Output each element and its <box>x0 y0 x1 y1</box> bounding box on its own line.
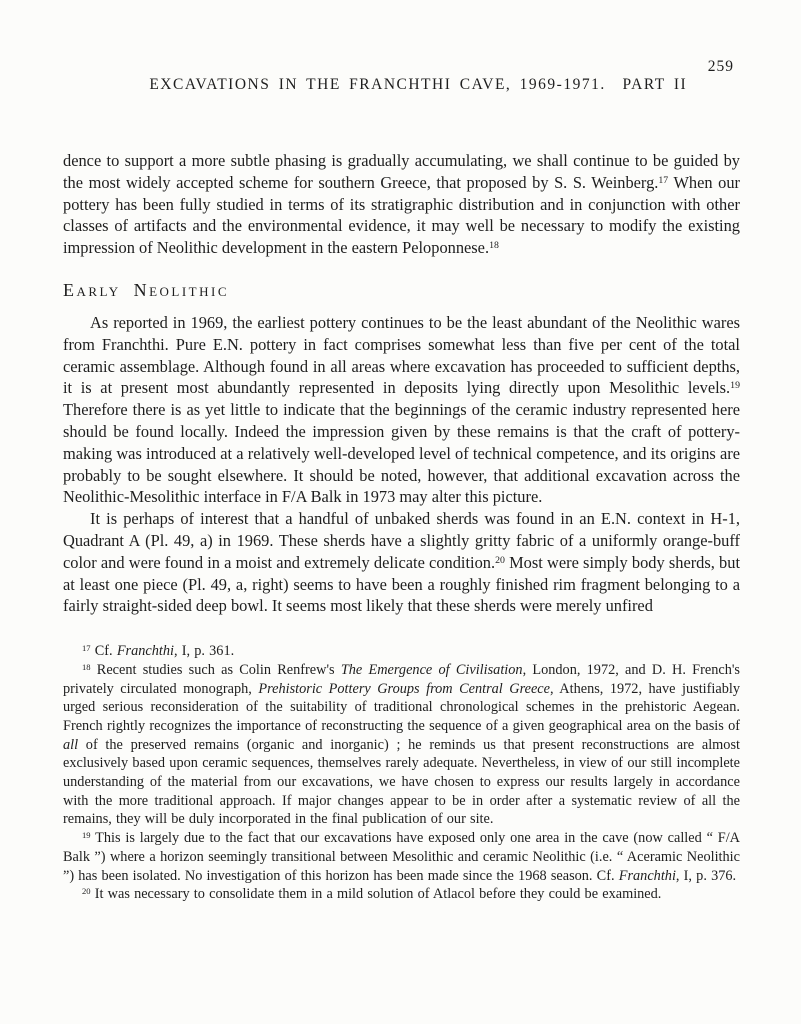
page-number: 259 <box>707 58 734 75</box>
body-paragraph <box>63 312 740 508</box>
text-run: It is perhaps of interest that a handful of unbaked sherds was found in an E.N. context in H-1, Quadrant A (Pl. 49, a) in 1969. These sherds have a slightly gritty fabric of a uniformly orange-buff color and were found in a moist and extremely delicate condition. <box>63 509 740 572</box>
text-run: As reported in 1969, the earliest pottery continues to be the least abundant of the Neolithic wares from Franchthi. Pure E.N. pottery in fact comprises somewhat less than five per cent of the total ceramic assemblage. Although found in all areas where excavation has proceeded to sufficient depths, it is at present most abundantly represented in deposits lying directly upon Mesolithic levels. <box>63 312 740 398</box>
text-run: When our pottery has been fully studied in terms of its stratigraphic distribution and in conjunction with other classes of artifacts and the environmental evidence, it may well be necessary to modify the existing impression of Neolithic development in the eastern Peloponnese. <box>63 172 740 258</box>
text-run: , I, p. 361. <box>174 643 235 660</box>
body-paragraph <box>63 508 740 617</box>
text-run: Recent studies such as Colin Renfrew's <box>90 661 341 678</box>
text-run: This is largely due to the fact that our excavations have exposed only one area in the cave (now called “ F/A Balk ”) where a horizon seemingly transitional between Mesolithic and ceramic Neolithic (i.e. “ Aceramic Neolithic ”) has been isolated. No investigation of this horizon has been made since the 1968 season. Cf. <box>63 830 740 884</box>
text-run: of the preserved remains (organic and inorganic) ; he reminds us that present reconstructions are almost exclusively based upon ceramic sequences, themselves rarely adequate. Nevertheless, in view of our still incomplete understanding of the material from our excavations, we have chosen to express our results largely in accordance with the more traditional approach. If major changes appear to be in order after a systematic review of all the remains, they will be duly incorporated in the final publication of our site. <box>63 736 740 828</box>
text-run: , I, p. 376. <box>675 867 737 884</box>
text-run: Most were simply body sherds, but at least one piece (Pl. 49, a, right) seems to have been a roughly finished rim fragment belonging to a fairly straight-sided deep bowl. It seems most likely that these sherds were merely unfired <box>63 552 740 616</box>
italic-text: all <box>63 736 79 753</box>
footnote-ref: 20 <box>495 554 505 566</box>
text-run: It was necessary to consolidate them in a mild solution of Atlacol before they could be examined. <box>90 886 662 903</box>
footnote-ref: 18 <box>489 240 499 252</box>
footnote-ref: 20 <box>82 886 91 896</box>
italic-text: The Emergence of Civilisation <box>340 661 523 678</box>
footnote-ref: 18 <box>82 661 91 672</box>
text-run: Cf. <box>90 643 117 660</box>
italic-text: Franchthi <box>618 867 676 884</box>
footnote-18 <box>63 661 740 829</box>
footnote-ref: 19 <box>82 829 91 840</box>
footnote-ref: 19 <box>730 380 740 392</box>
text-run: Therefore there is as yet little to indicate that the beginnings of the ceramic industry represented here should be found locally. Indeed the impression given by these remains is that the craft of pottery-making was introduced at a relatively well-developed level of technical competence, and its origins are probably to be sought elsewhere. It should be noted, however, that additional excavation across the Neolithic-Mesolithic interface in F/A Balk in 1973 may alter this picture. <box>63 400 740 507</box>
text-run: , Athens, 1972, have justifiably urged serious reconsideration of the suitability of traditional chronological schemes in the prehistoric Aegean. French rightly recognizes the importance of reconstructing the sequence of a given geographical area on the basis of <box>63 680 740 734</box>
text-run: dence to support a more subtle phasing is gradually accumulating, we shall continue to be guided by the most widely accepted scheme for southern Greece, that proposed by S. S. Weinberg. <box>63 151 740 192</box>
footnote-19 <box>63 829 740 885</box>
text-run: , London, 1972, and D. H. French's privately circulated monograph, <box>63 661 741 697</box>
footnote-20 <box>63 885 740 904</box>
footnote-17 <box>63 642 740 661</box>
running-head <box>63 58 740 130</box>
footnote-ref: 17 <box>82 642 91 653</box>
italic-text: Franchthi <box>116 643 174 660</box>
section-heading: Early Neolithic <box>63 279 230 300</box>
italic-text: Prehistoric Pottery Groups from Central Greece <box>258 680 550 697</box>
page-header-title: EXCAVATIONS IN THE FRANCHTHI CAVE, 1969-1971. PART II <box>149 76 688 93</box>
body-paragraph-continuation <box>63 150 740 259</box>
footnote-ref: 17 <box>658 174 669 186</box>
footnotes-section <box>63 642 740 904</box>
